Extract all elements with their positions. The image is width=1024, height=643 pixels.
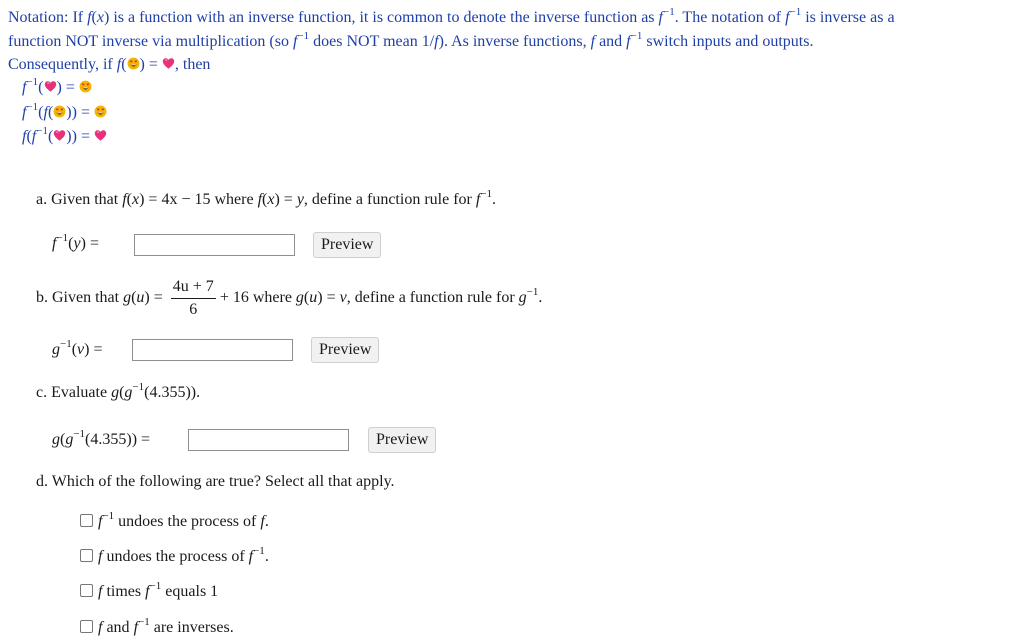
notation-text: is inverse as a	[801, 9, 895, 26]
part-a-answer-input[interactable]	[134, 234, 295, 256]
part-b-preview-button[interactable]: Preview	[311, 337, 379, 363]
heart-emoji-icon	[94, 129, 107, 142]
identity-inverse-of-heart: $f^{-1}$( ) =	[22, 78, 92, 98]
part-b-question: b. Given that g(u) = $\frac{4u + 7}{6}$ + 16 where g(u) = v, define a function rule for $g^{-1}$.	[36, 278, 543, 318]
notation-text: ). As inverse functions,	[438, 32, 591, 50]
identity-inverse-of-f: $f^{-1}(f$( )) =	[22, 103, 107, 123]
notation-text: . The notation of	[674, 9, 786, 26]
option-2[interactable]: f undoes the process of $f^{-1}$.	[80, 547, 269, 567]
heart-eyes-emoji-icon	[127, 57, 140, 70]
part-a-answer-label: $f^{-1}(y)$ =	[52, 232, 99, 252]
notation-text: Notation: If	[8, 9, 88, 26]
part-a-question: a. Given that f(x) = 4x − 15 where f(x) = y, define a function rule for $f^{-1}$.	[36, 188, 497, 208]
checkbox-icon[interactable]	[80, 549, 93, 562]
notation-text: Consequently, if	[8, 56, 117, 73]
notation-text: , then	[174, 56, 211, 73]
part-c-answer-label: $g(g^{-1}(4.355))$ =	[52, 428, 151, 448]
identity-f-of-inverse: $f(f^{-1}$( )) =	[22, 127, 107, 147]
part-b-answer-input[interactable]	[132, 339, 293, 361]
notation-text: switch inputs and outputs.	[642, 32, 814, 50]
part-a-preview-button[interactable]: Preview	[313, 232, 381, 258]
math-f-of-x: f	[87, 9, 92, 26]
notation-text: does NOT mean 1/	[309, 32, 435, 50]
part-b-answer-label: $g^{-1}(v)$ =	[52, 338, 103, 358]
option-1[interactable]: $f^{-1}$ undoes the process of f.	[80, 512, 269, 532]
math-f-inverse: f	[658, 9, 663, 26]
fraction: $\frac{4u + 7}{6}$	[172, 278, 214, 318]
heart-emoji-icon	[53, 129, 66, 142]
part-c-question: c. Evaluate $g(g^{-1}(4.355))$.	[36, 381, 201, 401]
heart-eyes-emoji-icon	[79, 80, 92, 93]
part-d-question: d. Which of the following are true? Select all that apply.	[36, 473, 395, 490]
checkbox-icon[interactable]	[80, 584, 93, 597]
option-4[interactable]: f and $f^{-1}$ are inverses.	[80, 618, 234, 638]
checkbox-icon[interactable]	[80, 620, 93, 633]
heart-eyes-emoji-icon	[53, 105, 66, 118]
notation-paragraph: Notation: If f(x) is a function with an inverse function, it is common to denote the inverse function as $f^{-1}$. The notation of $f^{-1}$ is inverse as a function NOT inverse via multiplication (so $f^{-1}$ does NOT mean 1/f). As inverse functions, f and $f^{-1}$ switch inputs and outputs. Consequently, if f( ) = , then	[8, 6, 895, 73]
part-c-preview-button[interactable]: Preview	[368, 427, 436, 453]
notation-text: and	[595, 32, 627, 50]
notation-text: function NOT inverse via multiplication (so	[8, 32, 293, 50]
heart-eyes-emoji-icon	[94, 105, 107, 118]
notation-text: is a function with an inverse function, it is common to denote the inverse function as	[109, 9, 659, 26]
heart-emoji-icon	[44, 80, 57, 93]
checkbox-icon[interactable]	[80, 514, 93, 527]
heart-emoji-icon	[162, 57, 175, 70]
option-3[interactable]: f times $f^{-1}$ equals 1	[80, 582, 218, 602]
part-c-answer-input[interactable]	[188, 429, 349, 451]
